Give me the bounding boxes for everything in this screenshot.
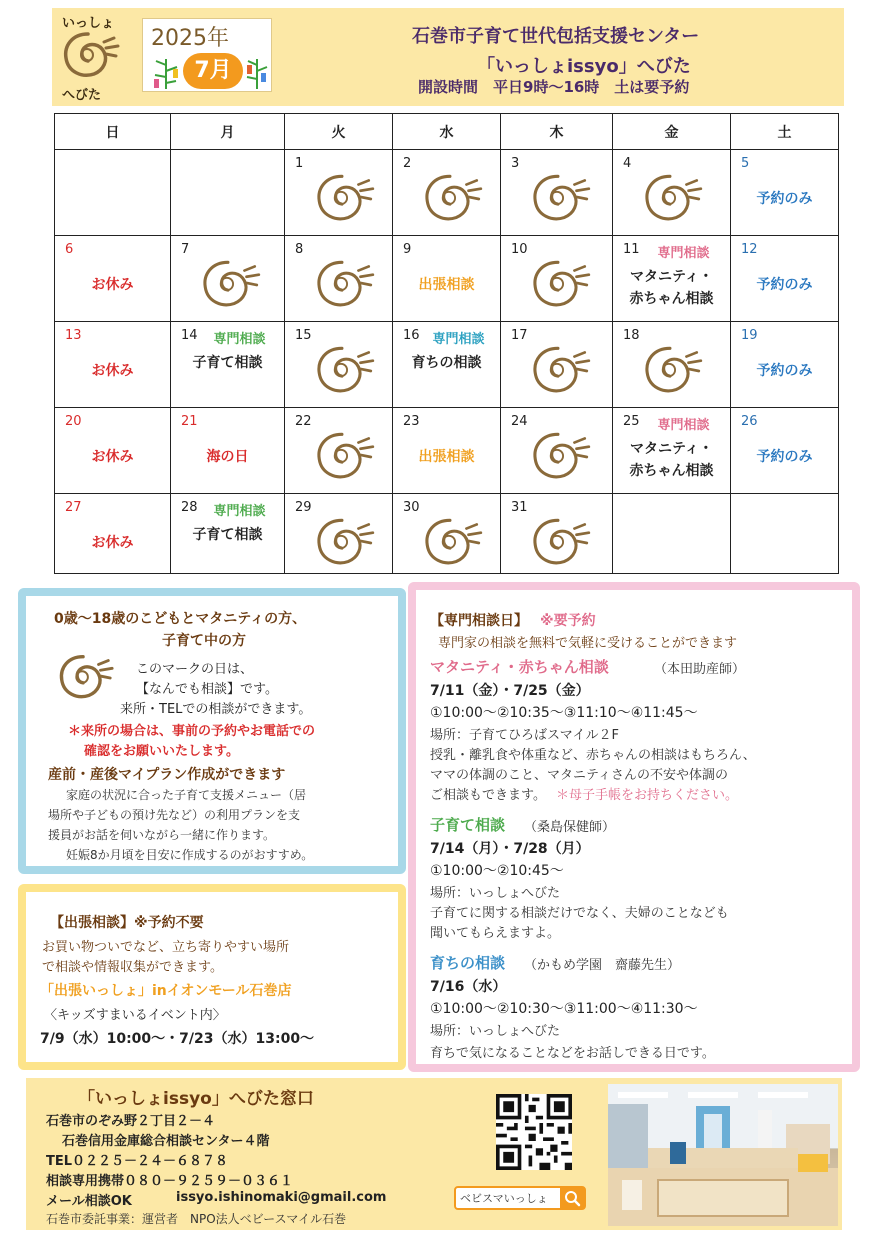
day-number: 12	[741, 242, 758, 257]
growth-title: 育ちの相談	[430, 954, 506, 972]
parenting-by: （桑島保健師）	[524, 820, 616, 835]
calendar-day-cell	[55, 236, 171, 322]
general-note-1: ＊来所の場合は、事前の予約やお電話での	[68, 724, 316, 739]
plan-line-2: 場所や子どもの預け先など）の利用プランを支	[48, 808, 301, 822]
outreach-desc-2: で相談や情報収集ができます。	[42, 960, 223, 975]
issyo-mark-icon	[54, 650, 116, 706]
calendar-day-cell	[55, 408, 171, 494]
parenting-title: 子育て相談	[430, 816, 506, 834]
day-number: 21	[181, 414, 198, 429]
parenting-place: 場所：いっしょへびた	[430, 886, 561, 901]
parenting-desc-2: 聞いてもらえますよ。	[430, 926, 561, 941]
outreach-venue: 「出張いっしょ」inイオンモール石巻店	[40, 983, 292, 999]
general-title-1: 0歳〜18歳のこどもとマタニティの方、	[54, 611, 307, 627]
room-photo-image	[608, 1084, 838, 1226]
issyo-mark-icon	[311, 342, 377, 400]
day-number: 16	[403, 328, 420, 343]
maternity-desc-1: 授乳・離乳食や体重など、赤ちゃんの相談はもちろん、	[430, 748, 756, 763]
qr-code-icon[interactable]	[496, 1094, 572, 1170]
day-number: 19	[741, 328, 758, 343]
calendar-week-row	[55, 494, 839, 574]
bamboo-decoration-icon	[151, 55, 181, 89]
growth-by: （かもめ学園 齋藤先生）	[524, 958, 681, 973]
center-name: 石巻市子育て世代包括支援センター	[412, 26, 700, 47]
weekday-header: 金	[613, 114, 731, 150]
header	[52, 8, 844, 106]
issyo-mark-icon	[527, 428, 593, 486]
search-button[interactable]	[560, 1188, 584, 1208]
day-event-label: 専門相談	[213, 504, 266, 519]
calendar-day-cell	[393, 494, 501, 574]
specialist-title-note: ※要予約	[540, 613, 596, 629]
calendar-day-cell	[393, 408, 501, 494]
calendar-day-cell	[285, 494, 393, 574]
day-number: 22	[295, 414, 312, 429]
day-number: 7	[181, 242, 190, 257]
day-event-label: 専門相談	[657, 418, 710, 433]
day-event-label: 出張相談	[418, 449, 475, 465]
center-room-photo	[608, 1084, 838, 1226]
maternity-title: マタニティ・赤ちゃん相談	[430, 658, 609, 676]
calendar-day-cell	[285, 408, 393, 494]
growth-desc: 育ちで気になることなどをお話しできる日です。	[430, 1046, 715, 1061]
footer-address-1: 石巻市のぞみ野２丁目２－４	[46, 1114, 216, 1129]
calendar-day-cell	[501, 150, 613, 236]
day-number: 27	[65, 500, 82, 515]
day-event-label: 海の日	[206, 449, 249, 465]
calendar-day-cell	[731, 322, 839, 408]
calendar-day-cell	[501, 408, 613, 494]
day-event-label: お休み	[91, 277, 134, 293]
maternity-times: ①10:00〜②10:35〜③11:10〜④11:45〜	[430, 705, 698, 721]
issyo-mark-icon	[527, 256, 593, 314]
day-event-label: マタニティ・	[630, 269, 713, 285]
day-number: 6	[65, 242, 74, 257]
issyo-mark-icon	[311, 256, 377, 314]
footer-tel: TEL０２２５－２４－６８７８	[46, 1154, 229, 1169]
footer-mail[interactable]: issyo.ishinomaki@gmail.com	[176, 1190, 387, 1205]
specialist-panel	[408, 582, 860, 1072]
outreach-dates: 7/9（水）10:00〜・7/23（水）13:00〜	[40, 1031, 315, 1047]
day-number: 18	[623, 328, 640, 343]
day-number: 8	[295, 242, 304, 257]
day-event-label: 出張相談	[418, 277, 475, 293]
general-note-2: 確認をお願いいたします。	[84, 744, 239, 759]
logo-top-text: いっしょ	[62, 16, 115, 31]
day-event-label: 予約のみ	[756, 363, 813, 379]
day-event-label: 子育て相談	[192, 355, 263, 371]
day-event-label: お休み	[91, 449, 134, 465]
day-number: 28	[181, 500, 198, 515]
calendar-day-cell	[393, 150, 501, 236]
calendar-day-cell	[285, 236, 393, 322]
issyo-mark-icon	[197, 256, 263, 314]
day-event-label: 赤ちゃん相談	[629, 463, 714, 479]
day-event-label: 子育て相談	[192, 527, 263, 543]
calendar-day-cell	[731, 494, 839, 574]
footer-title: 「いっしょissyo」へびた窓口	[78, 1089, 314, 1109]
maternity-place: 場所：子育てひろばスマイル２F	[430, 728, 619, 743]
day-number: 24	[511, 414, 528, 429]
issyo-mark-icon	[419, 170, 485, 228]
day-number: 1	[295, 156, 304, 171]
specialist-intro: 専門家の相談を無料で気軽に受けることができます	[438, 636, 738, 651]
plan-line-4: 妊娠8か月頃を目安に作成するのがおすすめ。	[66, 848, 314, 862]
calendar-day-cell	[731, 236, 839, 322]
day-event-label: 専門相談	[657, 246, 710, 261]
day-number: 5	[741, 156, 750, 171]
calendar-day-cell	[613, 408, 731, 494]
month-badge: 7月	[183, 53, 243, 89]
maternity-note: ＊母子手帳をお持ちください。	[556, 788, 739, 803]
day-number: 11	[623, 242, 640, 257]
day-number: 25	[623, 414, 640, 429]
day-number: 20	[65, 414, 82, 429]
general-line-3: 来所・TELでの相談ができます。	[120, 702, 312, 717]
day-event-label: 育ちの相談	[411, 355, 482, 371]
day-event-label: お休み	[91, 363, 134, 379]
day-number: 14	[181, 328, 198, 343]
issyo-mark-icon	[527, 514, 593, 572]
footer-contact	[26, 1078, 842, 1230]
weekday-header: 火	[285, 114, 393, 150]
general-consult-panel	[18, 588, 406, 874]
calendar-week-row	[55, 236, 839, 322]
issyo-mark-icon	[527, 170, 593, 228]
day-number: 26	[741, 414, 758, 429]
growth-dates: 7/16（水）	[430, 979, 507, 995]
bamboo-decoration-icon	[245, 55, 269, 89]
day-number: 2	[403, 156, 412, 171]
footer-mobile: 相談専用携帯０８０－９２５９－０３６１	[46, 1174, 294, 1189]
year-text: 2025年	[151, 26, 229, 51]
weekday-header: 日	[55, 114, 171, 150]
outreach-desc-1: お買い物ついでなど、立ち寄りやすい場所	[42, 940, 290, 955]
parenting-desc-1: 子育てに関する相談だけでなく、夫婦のことなども	[430, 906, 729, 921]
issyo-mark-icon	[639, 342, 705, 400]
issyo-logo-icon	[58, 28, 122, 84]
calendar-day-cell	[393, 322, 501, 408]
calendar-day-cell	[171, 408, 285, 494]
day-number: 17	[511, 328, 528, 343]
day-event-label: 予約のみ	[756, 191, 813, 207]
calendar-day-cell	[501, 236, 613, 322]
parenting-dates: 7/14（月）・7/28（月）	[430, 841, 590, 857]
calendar-day-cell	[613, 150, 731, 236]
calendar-day-cell	[501, 494, 613, 574]
day-event-label: 専門相談	[432, 332, 485, 347]
calendar-day-cell	[55, 150, 171, 236]
day-number: 31	[511, 500, 528, 515]
day-number: 29	[295, 500, 312, 515]
day-number: 10	[511, 242, 528, 257]
calendar-day-cell	[731, 408, 839, 494]
maternity-dates: 7/11（金）・7/25（金）	[430, 683, 590, 699]
weekday-header-row	[55, 114, 839, 150]
outreach-panel	[18, 884, 406, 1070]
growth-place: 場所：いっしょへびた	[430, 1024, 561, 1039]
weekday-header: 水	[393, 114, 501, 150]
footer-operator: 石巻市委託事業：運営者 NPO法人ベビースマイル石巻	[46, 1212, 347, 1226]
day-number: 30	[403, 500, 420, 515]
issyo-mark-icon	[419, 514, 485, 572]
issyo-mark-icon	[311, 428, 377, 486]
calendar-day-cell	[731, 150, 839, 236]
calendar-day-cell	[613, 494, 731, 574]
weekday-header: 月	[171, 114, 285, 150]
issyo-mark-icon	[311, 514, 377, 572]
day-event-label: 予約のみ	[756, 277, 813, 293]
calendar-day-cell	[171, 494, 285, 574]
calendar-day-cell	[285, 150, 393, 236]
day-event-label: マタニティ・	[630, 441, 713, 457]
calendar-day-cell	[613, 322, 731, 408]
calendar-day-cell	[501, 322, 613, 408]
search-box[interactable]	[454, 1186, 586, 1210]
footer-mail-label: メール相談OK	[46, 1194, 132, 1209]
calendar-week-row	[55, 322, 839, 408]
weekday-header: 土	[731, 114, 839, 150]
day-event-label: お休み	[91, 535, 134, 551]
day-number: 13	[65, 328, 82, 343]
center-name-sub: 「いっしょissyo」へびた	[477, 56, 691, 77]
day-number: 23	[403, 414, 420, 429]
month-box	[142, 18, 272, 92]
open-hours: 開設時間 平日9時〜16時 土は要予約	[418, 78, 690, 96]
calendar-day-cell	[171, 236, 285, 322]
general-line-2: 【なんでも相談】です。	[136, 682, 278, 697]
calendar-day-cell	[285, 322, 393, 408]
calendar-week-row	[55, 150, 839, 236]
day-event-label: 予約のみ	[756, 449, 813, 465]
outreach-event: 〈キッズすまいるイベント内〉	[44, 1008, 226, 1023]
specialist-title: 【専門相談日】	[430, 613, 528, 629]
calendar-day-cell	[613, 236, 731, 322]
day-number: 15	[295, 328, 312, 343]
calendar-table	[54, 113, 839, 574]
logo-bottom-text: へびた	[62, 88, 102, 103]
growth-times: ①10:00〜②10:30〜③11:00〜④11:30〜	[430, 1001, 698, 1017]
calendar-day-cell	[55, 322, 171, 408]
maternity-desc-3: ご相談もできます。	[430, 788, 546, 803]
day-number: 3	[511, 156, 520, 171]
day-event-label: 赤ちゃん相談	[629, 291, 714, 307]
calendar-day-cell	[393, 236, 501, 322]
search-icon	[560, 1188, 584, 1208]
day-event-label: 専門相談	[213, 332, 266, 347]
outreach-title: 【出張相談】※予約不要	[50, 915, 204, 931]
general-line-1: このマークの日は、	[136, 662, 254, 677]
day-number: 9	[403, 242, 412, 257]
calendar-day-cell	[171, 150, 285, 236]
calendar-day-cell	[55, 494, 171, 574]
day-number: 4	[623, 156, 632, 171]
issyo-mark-icon	[639, 170, 705, 228]
plan-line-1: 家庭の状況に合った子育て支援メニュー（居	[66, 788, 307, 802]
issyo-mark-icon	[311, 170, 377, 228]
calendar-day-cell	[171, 322, 285, 408]
maternity-desc-2: ママの体調のこと、マタニティさんの不安や体調の	[430, 768, 728, 783]
weekday-header: 木	[501, 114, 613, 150]
plan-line-3: 援員がお話を伺いながら一緒に作ります。	[48, 828, 276, 842]
plan-title: 産前・産後マイプラン作成ができます	[48, 767, 286, 783]
general-title-2: 子育て中の方	[162, 633, 246, 649]
footer-address-2: 石巻信用金庫総合相談センター４階	[62, 1134, 270, 1149]
maternity-by: （本田助産師）	[654, 662, 746, 677]
search-label: ベビスマいっしょ	[460, 1192, 548, 1205]
issyo-mark-icon	[527, 342, 593, 400]
calendar-week-row	[55, 408, 839, 494]
parenting-times: ①10:00〜②10:45〜	[430, 863, 564, 879]
